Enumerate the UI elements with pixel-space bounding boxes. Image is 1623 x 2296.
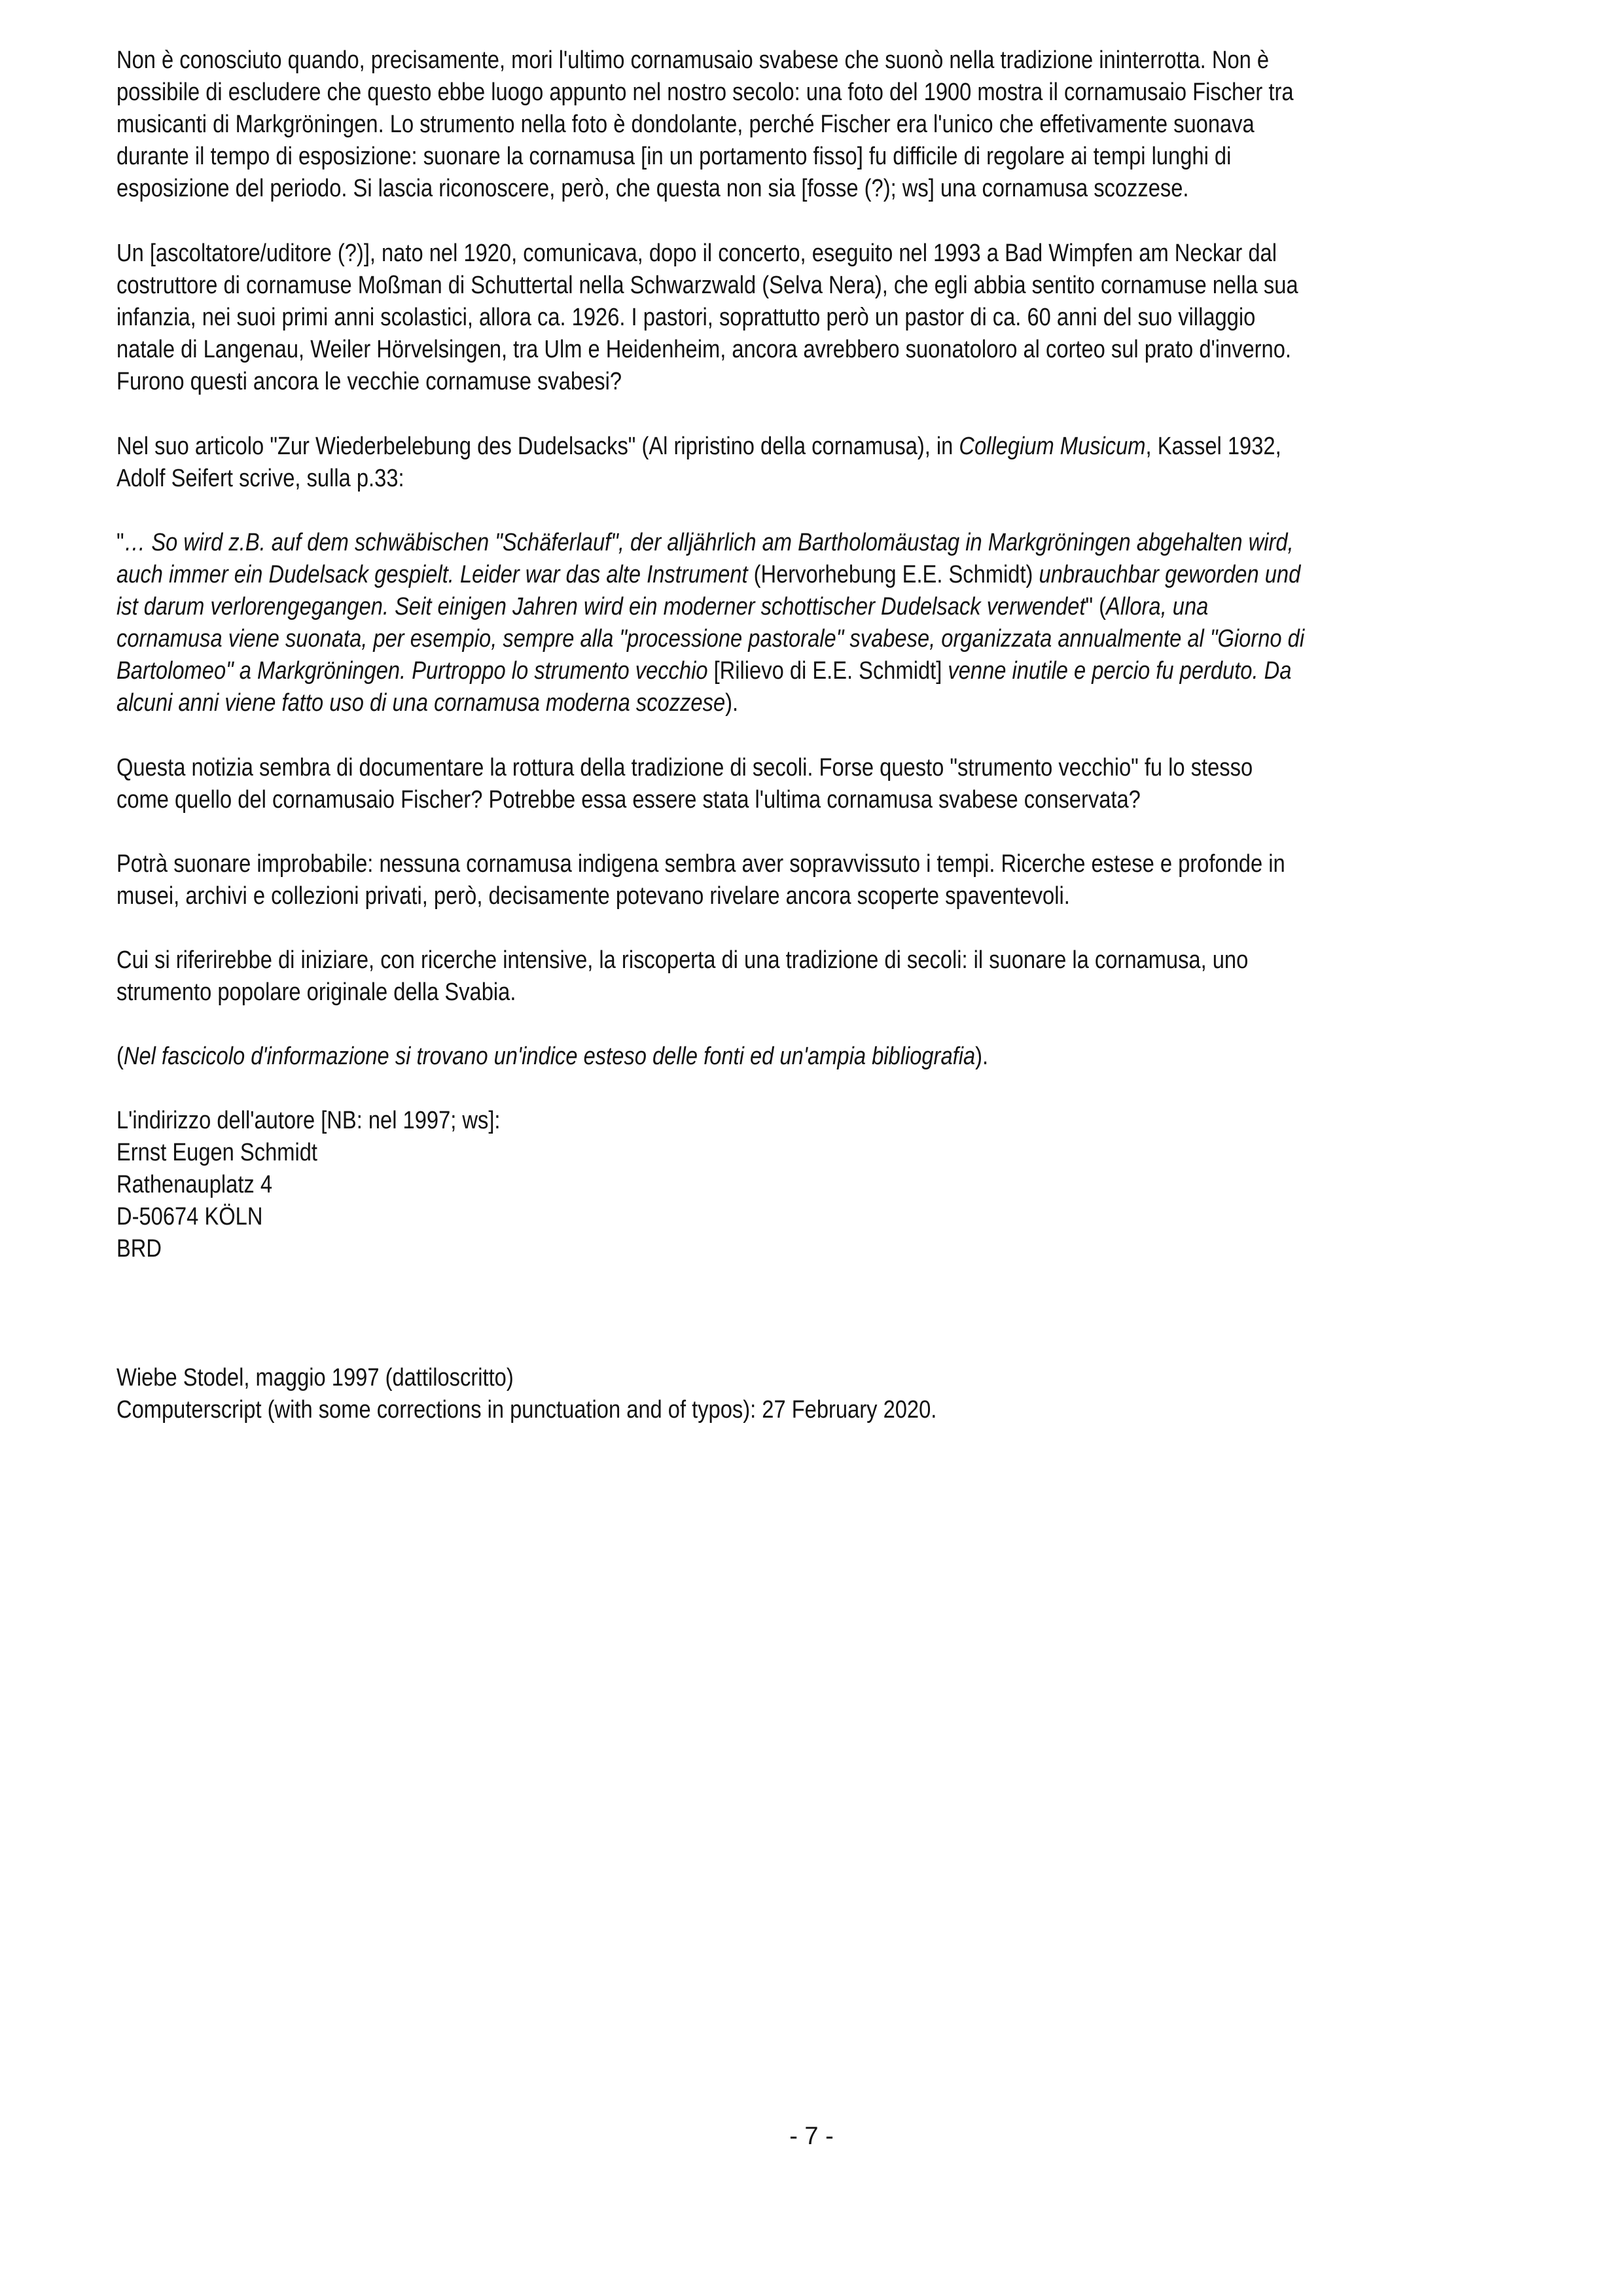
text-line: come quello del cornamusaio Fischer? Potrebbe essa essere stata l'ultima cornamusa svabese conservata? bbox=[116, 786, 1141, 814]
translation-text: cornamusa viene suonata, per esempio, sempre alla "processione pastorale" svabese, organizzata annualmente al "Giorno di bbox=[116, 625, 1305, 653]
text-run: ). bbox=[725, 689, 739, 717]
text-line bbox=[116, 431, 1467, 463]
address-heading: L'indirizzo dell'autore [NB: nel 1997; ws]: bbox=[116, 1107, 501, 1134]
text-line bbox=[116, 591, 1467, 623]
text-line: Furono questi ancora le vecchie cornamuse svabesi? bbox=[116, 368, 622, 395]
editor-note: [Rilievo di E.E. Schmidt] bbox=[707, 657, 948, 685]
translator-credit: Wiebe Stodel, maggio 1997 (dattiloscritto) bbox=[116, 1364, 514, 1391]
paragraph-bibliography-note bbox=[116, 1041, 1623, 1073]
paragraph-seifert-article bbox=[116, 431, 1623, 495]
text-line bbox=[116, 1041, 1467, 1073]
text-line: possibile di escludere che questo ebbe luogo appunto nel nostro secolo: una foto del 1900 mostra il cornamusaio Fischer tra bbox=[116, 79, 1294, 106]
quote-text: ist darum verlorengegangen. Seit einigen Jahren wird ein moderner schottischer Dudelsack verwendet bbox=[116, 593, 1086, 620]
quote-text: unbrauchbar geworden und bbox=[1039, 561, 1301, 588]
text-line bbox=[116, 527, 1467, 559]
text-line: Potrà suonare improbabile: nessuna cornamusa indigena sembra aver sopravvissuto i tempi. Ricerche estese e profonde in bbox=[116, 850, 1285, 878]
text-line: durante il tempo di esposizione: suonare la cornamusa [in un portamento fisso] fu difficile di regolare ai tempi lunghi di bbox=[116, 143, 1232, 170]
text-line: costruttore di cornamuse Moßman di Schuttertal nella Schwarzwald (Selva Nera), che egli abbia sentito cornamuse nella sua bbox=[116, 272, 1298, 299]
text-line: infanzia, nei suoi primi anni scolastici, allora ca. 1926. I pastori, soprattutto però un pastor di ca. 60 anni del suo villaggio bbox=[116, 304, 1256, 331]
editor-note: (Hervorhebung E.E. Schmidt) bbox=[747, 561, 1039, 588]
quote-text: … So wird z.B. auf dem schwäbischen "Schäferlauf", der alljährlich am Bartholomäustag in Markgröningen abgehalten wird, bbox=[124, 529, 1294, 556]
page-number: - 7 - bbox=[789, 2123, 834, 2150]
paragraph-break-of-tradition bbox=[116, 752, 1623, 816]
text-line: natale di Langenau, Weiler Hörvelsingen, tra Ulm e Heidenheim, ancora avrebbero suonatoloro al corteo sul prato d'inverno. bbox=[116, 336, 1291, 363]
translation-text: venne inutile e percio fu perduto. Da bbox=[948, 657, 1292, 685]
text-line bbox=[116, 559, 1467, 591]
text-line: esposizione del periodo. Si lascia riconoscere, però, che questa non sia [fosse (?); ws] una cornamusa scozzese. bbox=[116, 175, 1189, 202]
text-line: musicanti di Markgröningen. Lo strumento nella foto è dondolante, perché Fischer era l'unico che effetivamente suonava bbox=[116, 111, 1255, 138]
text-run: , Kassel 1932, bbox=[1145, 433, 1281, 460]
text-line bbox=[116, 687, 1467, 719]
text-line: Non è conosciuto quando, precisamente, mori l'ultimo cornamusaio svabese che suonò nella tradizione ininterrotta. Non è bbox=[116, 46, 1270, 74]
text-line bbox=[116, 655, 1467, 687]
street-address: Rathenauplatz 4 bbox=[116, 1171, 273, 1198]
block-quote-seifert bbox=[116, 527, 1623, 719]
text-line: Adolf Seifert scrive, sulla p.33: bbox=[116, 465, 404, 492]
text-line: Un [ascoltatore/uditore (?)], nato nel 1920, comunicava, dopo il concerto, eseguito nel 1993 a Bad Wimpfen am Neckar dal bbox=[116, 240, 1277, 267]
computerscript-note: Computerscript (with some corrections in punctuation and of typos): 27 February 2020. bbox=[116, 1396, 937, 1424]
paragraph-rediscovery bbox=[116, 944, 1623, 1009]
quote-mark: " ( bbox=[1085, 593, 1107, 620]
text-line: Questa notizia sembra di documentare la rottura della tradizione di secoli. Forse questo "strumento vecchio" fu lo stesso bbox=[116, 754, 1253, 781]
paragraph-last-piper bbox=[116, 45, 1623, 205]
paragraph-listener-report bbox=[116, 238, 1623, 398]
bibliography-note: Nel fascicolo d'informazione si trovano un'indice esteso delle fonti ed un'ampia bibliografia bbox=[123, 1043, 976, 1070]
credits bbox=[116, 1362, 1623, 1426]
journal-title: Collegium Musicum bbox=[959, 433, 1146, 460]
author-name: Ernst Eugen Schmidt bbox=[116, 1139, 317, 1166]
author-address bbox=[116, 1105, 1623, 1265]
postal-city: D-50674 KÖLN bbox=[116, 1203, 263, 1230]
country: BRD bbox=[116, 1235, 162, 1263]
text-run: ( bbox=[116, 1043, 124, 1070]
text-line: musei, archivi e collezioni privati, però, decisamente potevano rivelare ancora scoperte spaventevoli. bbox=[116, 882, 1070, 910]
text-line: strumento popolare originale della Svabia. bbox=[116, 978, 516, 1006]
text-line: Cui si riferirebbe di iniziare, con ricerche intensive, la riscoperta di una tradizione di secoli: il suonare la cornamusa, uno bbox=[116, 946, 1249, 974]
translation-text: Bartolomeo" a Markgröningen. Purtroppo lo strumento vecchio bbox=[116, 657, 708, 685]
translation-text: Allora, una bbox=[1106, 593, 1209, 620]
translation-text: alcuni anni viene fatto uso di una cornamusa moderna scozzese bbox=[116, 689, 726, 717]
quote-text: auch immer ein Dudelsack gespielt. Leider war das alte Instrument bbox=[116, 561, 748, 588]
paragraph-improbable bbox=[116, 848, 1623, 912]
quote-mark: " bbox=[116, 529, 124, 556]
text-run: Nel suo articolo "Zur Wiederbelebung des Dudelsacks" (Al ripristino della cornamusa), in bbox=[116, 433, 959, 460]
text-run: ). bbox=[975, 1043, 989, 1070]
